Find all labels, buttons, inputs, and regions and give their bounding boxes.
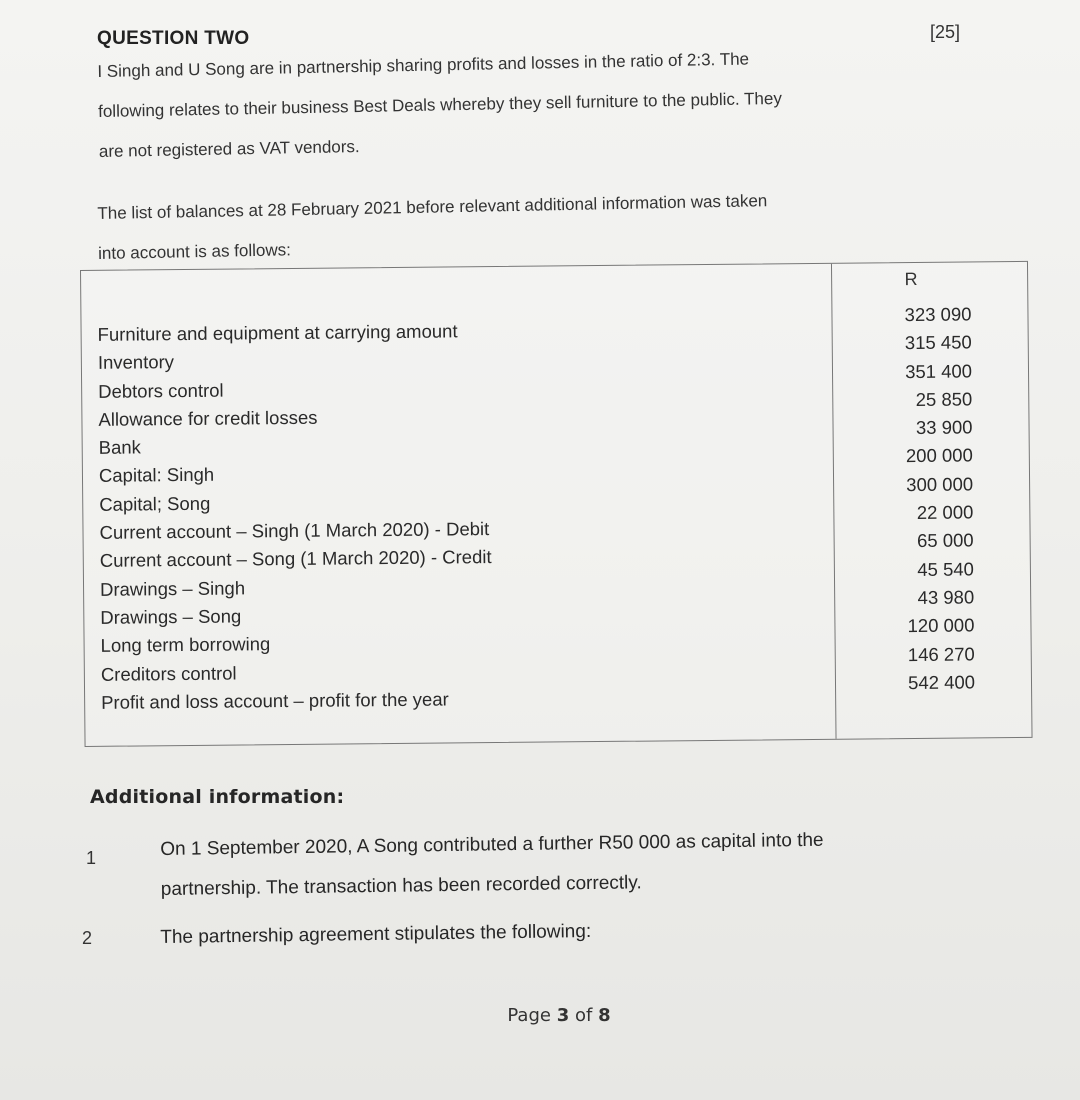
table-row-description: Creditors control <box>100 662 237 685</box>
page-current-number: 3 <box>556 1005 570 1026</box>
table-row-amount: 542 400 <box>908 671 976 693</box>
item-line: On 1 September 2020, A Song contributed a further R50 000 as capital into the <box>160 829 824 860</box>
of-word: of <box>574 1005 593 1026</box>
table-row-description: Drawings – Singh <box>99 577 246 600</box>
table-row-amount: 351 400 <box>905 360 973 382</box>
table-row-amount: 200 000 <box>905 444 973 467</box>
table-row-amount: 43 980 <box>917 586 975 608</box>
currency-header: R <box>904 268 918 290</box>
table-row-description: Inventory <box>97 351 175 374</box>
table-row-amount: 120 000 <box>907 614 975 637</box>
page-footer <box>0 1005 1080 1026</box>
table-column-divider <box>831 264 837 739</box>
item-number: 1 <box>86 848 97 868</box>
table-row-description: Bank <box>98 436 141 459</box>
table-row-amount: 65 000 <box>916 529 974 552</box>
item-line: The partnership agreement stipulates the following: <box>160 920 592 948</box>
question-marks: [25] <box>930 22 961 42</box>
table-row-amount: 300 000 <box>906 473 974 495</box>
table-row-amount: 315 450 <box>904 331 972 354</box>
amount-column <box>841 300 975 697</box>
table-row-description: Capital: Singh <box>98 464 215 487</box>
table-row-amount: 45 540 <box>917 558 975 580</box>
page-word: Page <box>507 1005 551 1026</box>
table-row-description: Allowance for credit losses <box>98 406 318 430</box>
table-row-amount: 33 900 <box>915 416 973 439</box>
table-row-description: Current account – Song (1 March 2020) - Credit <box>99 546 492 572</box>
item-number: 2 <box>82 928 93 948</box>
table-row-description: Long term borrowing <box>100 633 271 657</box>
table-row-description: Capital; Song <box>99 492 211 515</box>
intro-paragraph <box>97 35 989 172</box>
table-row-description: Profit and loss account – profit for the year <box>101 688 449 713</box>
item-line: partnership. The transaction has been recorded correctly. <box>160 872 642 900</box>
balances-intro-paragraph <box>97 177 988 274</box>
page-total-number: 8 <box>598 1005 611 1026</box>
balances-intro-line: into account is as follows: <box>97 240 292 263</box>
table-row-amount: 146 270 <box>907 642 975 665</box>
table-row-description: Drawings – Song <box>100 605 242 628</box>
table-row-amount: 22 000 <box>916 501 974 524</box>
additional-info-item <box>160 906 990 958</box>
table-row-amount: 323 090 <box>904 303 972 326</box>
question-title: QUESTION TWO <box>97 28 250 49</box>
description-column <box>97 317 493 717</box>
table-row-description: Furniture and equipment at carrying amount <box>97 320 458 345</box>
intro-line: I Singh and U Song are in partnership sharing profits and losses in the ratio of 2:3. The <box>97 49 750 81</box>
intro-line: following relates to their business Best Deals whereby they sell furniture to the public. They <box>97 88 783 121</box>
additional-information-heading: Additional information: <box>90 786 345 808</box>
table-row-description: Debtors control <box>98 379 224 402</box>
balances-table <box>80 261 1033 747</box>
table-row-amount: 25 850 <box>915 388 973 410</box>
intro-line: are not registered as VAT vendors. <box>98 136 360 161</box>
table-row-description: Current account – Singh (1 March 2020) - Debit <box>99 518 490 543</box>
additional-info-item <box>160 818 991 910</box>
balances-intro-line: The list of balances at 28 February 2021 before relevant additional information was taken <box>97 191 768 223</box>
